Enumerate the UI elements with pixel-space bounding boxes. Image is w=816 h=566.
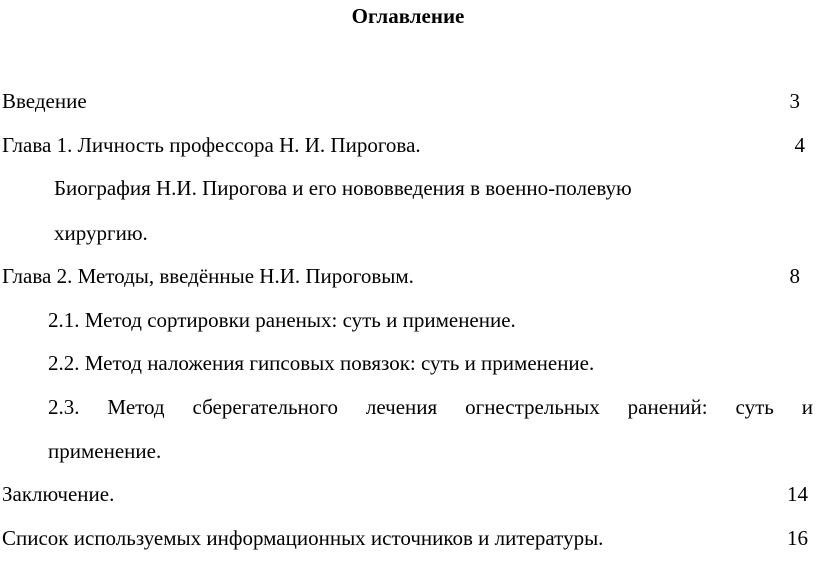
toc-page-chapter1: 4 xyxy=(794,133,805,157)
toc-entry-chapter2: Глава 2. Методы, введённые Н.И. Пироговым. xyxy=(2,264,414,288)
toc-page-chapter2: 8 xyxy=(789,264,800,288)
toc-subentry-2-1: 2.1. Метод сортировки раненых: суть и применение. xyxy=(48,308,516,332)
toc-subentry-chapter1-line2: хирургию. xyxy=(54,221,148,245)
toc-entry-chapter1: Глава 1. Личность профессора Н. И. Пирогова. xyxy=(2,133,421,157)
toc-title: Оглавление xyxy=(351,4,465,28)
toc-subentry-2-3-line2: применение. xyxy=(48,439,162,463)
toc-page-conclusion: 14 xyxy=(787,482,808,506)
toc-entry-sources: Список используемых информационных источников и литературы. xyxy=(2,526,604,550)
toc-page-sources: 16 xyxy=(787,526,808,550)
toc-entry-conclusion: Заключение. xyxy=(2,482,115,506)
toc-entry-intro: Введение xyxy=(2,89,87,113)
toc-subentry-2-3-line1: 2.3. Метод сберегательного лечения огнестрельных ранений: суть и xyxy=(48,395,813,419)
toc-subentry-chapter1-line1: Биография Н.И. Пирогова и его нововведения в военно-полевую xyxy=(54,176,632,200)
toc-subentry-2-2: 2.2. Метод наложения гипсовых повязок: суть и применение. xyxy=(48,351,595,375)
toc-page-intro: 3 xyxy=(789,89,800,113)
